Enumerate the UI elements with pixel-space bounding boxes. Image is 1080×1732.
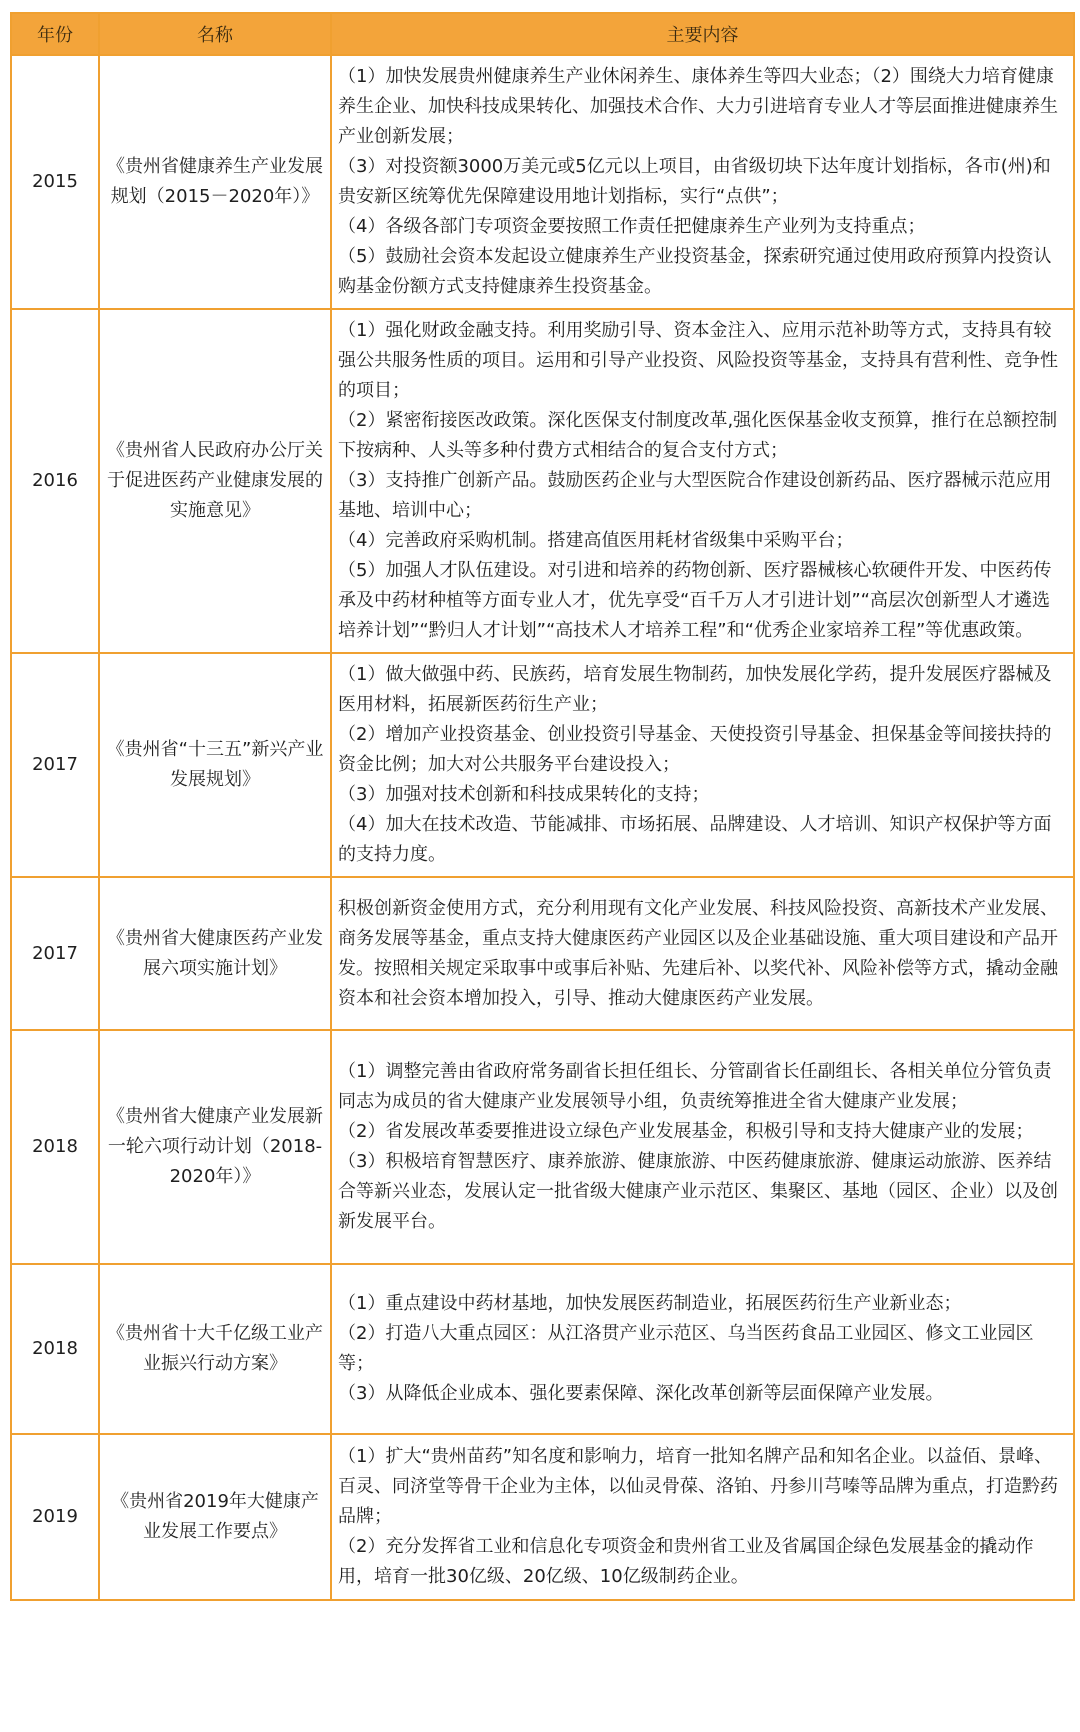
row-main-content bbox=[331, 653, 1074, 877]
policy-table-container bbox=[10, 12, 1073, 1601]
content-item: （5）鼓励社会资本发起设立健康养生产业投资基金，探索研究通过使用政府预算内投资认购基金份额方式支持健康养生投资基金。 bbox=[338, 246, 1052, 297]
content-item: （1）强化财政金融支持。利用奖励引导、资本金注入、应用示范补助等方式，支持具有较强公共服务性质的项目。运用和引导产业投资、风险投资等基金，支持具有营利性、竞争性的项目； bbox=[338, 320, 1058, 401]
row-year: 2018 bbox=[11, 1264, 99, 1434]
row-year: 2016 bbox=[11, 309, 99, 653]
header-content: 主要内容 bbox=[331, 13, 1074, 55]
table-row bbox=[11, 877, 1074, 1030]
content-item: （2）增加产业投资基金、创业投资引导基金、天使投资引导基金、担保基金等间接扶持的资金比例；加大对公共服务平台建设投入； bbox=[338, 724, 1052, 775]
row-main-content bbox=[331, 1264, 1074, 1434]
row-year: 2018 bbox=[11, 1030, 99, 1264]
content-item: （2）省发展改革委要推进设立绿色产业发展基金，积极引导和支持大健康产业的发展； bbox=[338, 1121, 1034, 1142]
table-row bbox=[11, 653, 1074, 877]
row-year: 2015 bbox=[11, 55, 99, 309]
content-item: （2）紧密衔接医改政策。深化医保支付制度改革,强化医保基金收支预算，推行在总额控制下按病种、人头等多种付费方式相结合的复合支付方式； bbox=[338, 410, 1058, 461]
row-year: 2019 bbox=[11, 1434, 99, 1600]
content-item: （4）加大在技术改造、节能减排、市场拓展、品牌建设、人才培训、知识产权保护等方面的支持力度。 bbox=[338, 814, 1052, 865]
content-item: （3）对投资额3000万美元或5亿元以上项目，由省级切块下达年度计划指标，各市(州)和贵安新区统筹优先保障建设用地计划指标，实行“点供”； bbox=[338, 156, 1051, 207]
row-policy-name: 《贵州省人民政府办公厅关于促进医药产业健康发展的实施意见》 bbox=[99, 309, 331, 653]
header-year: 年份 bbox=[11, 13, 99, 55]
content-item: （4）完善政府采购机制。搭建高值医用耗材省级集中采购平台； bbox=[338, 530, 854, 551]
header-name: 名称 bbox=[99, 13, 331, 55]
row-policy-name: 《贵州省大健康医药产业发展六项实施计划》 bbox=[99, 877, 331, 1030]
row-main-content bbox=[331, 309, 1074, 653]
content-item: （4）各级各部门专项资金要按照工作责任把健康养生产业列为支持重点； bbox=[338, 216, 926, 237]
row-main-content bbox=[331, 877, 1074, 1030]
row-year: 2017 bbox=[11, 877, 99, 1030]
content-item: （3）加强对技术创新和科技成果转化的支持； bbox=[338, 784, 710, 805]
content-item: （3）积极培育智慧医疗、康养旅游、健康旅游、中医药健康旅游、健康运动旅游、医养结合等新兴业态，发展认定一批省级大健康产业示范区、集聚区、基地（园区、企业）以及创新发展平台。 bbox=[338, 1151, 1058, 1232]
table-row bbox=[11, 309, 1074, 653]
row-policy-name: 《贵州省2019年大健康产业发展工作要点》 bbox=[99, 1434, 331, 1600]
table-row bbox=[11, 1030, 1074, 1264]
content-item: （1）做大做强中药、民族药，培育发展生物制药，加快发展化学药，提升发展医疗器械及医用材料，拓展新医药衍生产业； bbox=[338, 664, 1052, 715]
table-row bbox=[11, 1434, 1074, 1600]
row-year: 2017 bbox=[11, 653, 99, 877]
content-item: （1）调整完善由省政府常务副省长担任组长、分管副省长任副组长、各相关单位分管负责同志为成员的省大健康产业发展领导小组，负责统筹推进全省大健康产业发展； bbox=[338, 1061, 1052, 1112]
content-item: （2）充分发挥省工业和信息化专项资金和贵州省工业及省属国企绿色发展基金的撬动作用，培育一批30亿级、20亿级、10亿级制药企业。 bbox=[338, 1536, 1034, 1587]
row-main-content bbox=[331, 1030, 1074, 1264]
row-policy-name: 《贵州省大健康产业发展新一轮六项行动计划（2018-2020年）》 bbox=[99, 1030, 331, 1264]
table-header-row bbox=[11, 13, 1074, 55]
policy-table bbox=[10, 12, 1075, 1601]
content-item: （2）打造八大重点园区：从江洛贯产业示范区、乌当医药食品工业园区、修文工业园区等； bbox=[338, 1323, 1034, 1374]
content-item: 积极创新资金使用方式，充分利用现有文化产业发展、科技风险投资、高新技术产业发展、商务发展等基金，重点支持大健康医药产业园区以及企业基础设施、重大项目建设和产品开发。按照相关规定采取事中或事后补贴、先建后补、以奖代补、风险补偿等方式，撬动金融资本和社会资本增加投入，引导、推动大健康医药产业发展。 bbox=[338, 897, 1058, 1009]
content-item: （1）加快发展贵州健康养生产业休闲养生、康体养生等四大业态；（2）围绕大力培育健康养生企业、加快科技成果转化、加强技术合作、大力引进培育专业人才等层面推进健康养生产业创新发展； bbox=[338, 66, 1058, 147]
content-item: （1）扩大“贵州苗药”知名度和影响力，培育一批知名牌产品和知名企业。以益佰、景峰、百灵、同济堂等骨干企业为主体，以仙灵骨葆、洛铂、丹参川芎嗪等品牌为重点，打造黔药品牌； bbox=[338, 1446, 1058, 1527]
row-main-content bbox=[331, 55, 1074, 309]
table-body bbox=[11, 55, 1074, 1600]
row-policy-name: 《贵州省“十三五”新兴产业发展规划》 bbox=[99, 653, 331, 877]
content-item: （5）加强人才队伍建设。对引进和培养的药物创新、医疗器械核心软硬件开发、中医药传承及中药材种植等方面专业人才，优先享受“百千万人才引进计划”“高层次创新型人才遴选培养计划”“黔归人才计划”“高技术人才培养工程”和“优秀企业家培养工程”等优惠政策。 bbox=[338, 560, 1052, 641]
content-item: （3）支持推广创新产品。鼓励医药企业与大型医院合作建设创新药品、医疗器械示范应用基地、培训中心； bbox=[338, 470, 1052, 521]
content-item: （3）从降低企业成本、强化要素保障、深化改革创新等层面保障产业发展。 bbox=[338, 1383, 944, 1404]
row-policy-name: 《贵州省十大千亿级工业产业振兴行动方案》 bbox=[99, 1264, 331, 1434]
content-item: （1）重点建设中药材基地，加快发展医药制造业，拓展医药衍生产业新业态； bbox=[338, 1293, 962, 1314]
table-row bbox=[11, 55, 1074, 309]
row-main-content bbox=[331, 1434, 1074, 1600]
table-row bbox=[11, 1264, 1074, 1434]
row-policy-name: 《贵州省健康养生产业发展规划（2015－2020年）》 bbox=[99, 55, 331, 309]
